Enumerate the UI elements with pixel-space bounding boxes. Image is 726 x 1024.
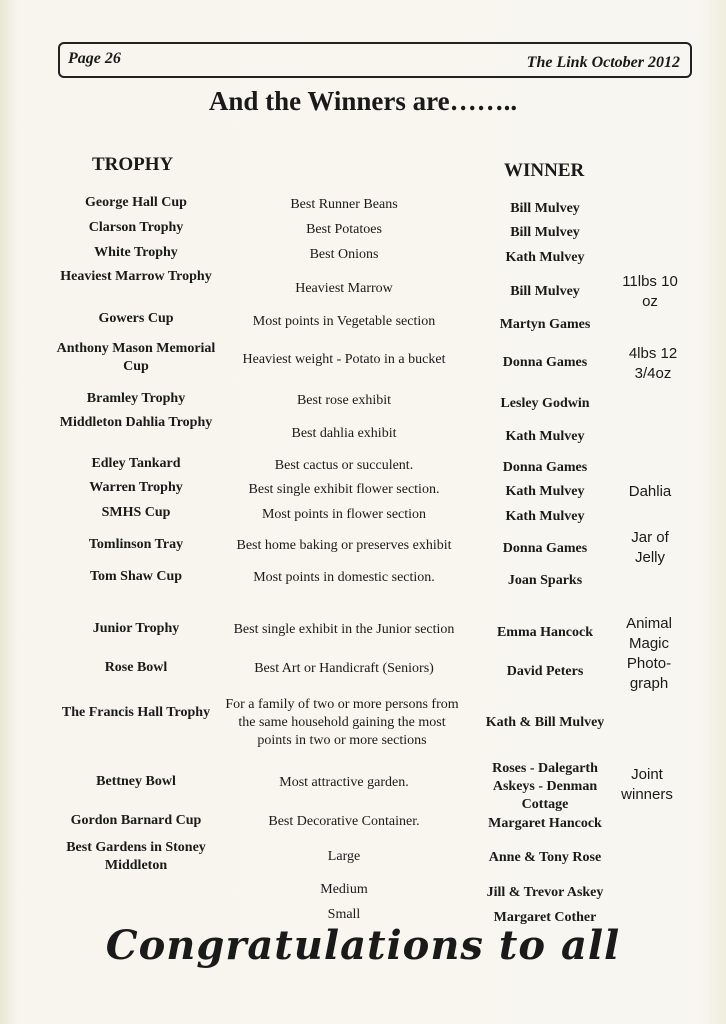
trophy-name: Bramley Trophy bbox=[86, 391, 186, 406]
winner-name: Joan Sparks bbox=[507, 573, 583, 588]
winner-column-header: WINNER bbox=[504, 160, 585, 181]
trophy-name: Tomlinson Tray bbox=[88, 537, 184, 552]
category: Heaviest weight - Potato in a bucket bbox=[242, 352, 446, 367]
trophy-name: Rose Bowl bbox=[104, 660, 168, 675]
trophy-name: Middleton Dahlia Trophy bbox=[59, 415, 213, 430]
trophy-name: Warren Trophy bbox=[89, 480, 183, 495]
category: Best Onions bbox=[309, 247, 379, 262]
trophy-name: Best Gardens in Stoney Middleton bbox=[66, 840, 206, 873]
category: Most points in flower section bbox=[261, 507, 427, 522]
note: Dahlia bbox=[628, 483, 672, 500]
category: Best dahlia exhibit bbox=[291, 426, 397, 441]
trophy-name: Junior Trophy bbox=[92, 621, 180, 636]
category: Most attractive garden. bbox=[279, 775, 409, 790]
page-number: Page 26 bbox=[68, 50, 121, 67]
winner-name: Jill & Trevor Askey bbox=[486, 885, 604, 900]
category: Best Runner Beans bbox=[290, 197, 398, 212]
trophy-name: Bettney Bowl bbox=[96, 774, 176, 789]
note: 4lbs 12 3/4oz bbox=[628, 345, 678, 382]
trophy-column-header: TROPHY bbox=[92, 154, 174, 175]
category: Heaviest Marrow bbox=[295, 281, 393, 296]
category: Most points in Vegetable section bbox=[252, 314, 436, 329]
congratulations-banner: Congratulations to all bbox=[105, 922, 621, 969]
note: Joint winners bbox=[621, 766, 673, 803]
winner-name: Kath Mulvey bbox=[505, 429, 585, 444]
category: Medium bbox=[320, 882, 368, 897]
winner-name: Kath Mulvey bbox=[505, 509, 585, 524]
category: Large bbox=[327, 849, 361, 864]
category: Best cactus or succulent. bbox=[274, 458, 414, 473]
winner-name: Roses - Dalegarth Askeys - Denman Cottage bbox=[492, 761, 598, 812]
page-header bbox=[58, 42, 692, 78]
winner-name: Anne & Tony Rose bbox=[488, 850, 602, 865]
trophy-name: Edley Tankard bbox=[91, 456, 181, 471]
winner-name: Bill Mulvey bbox=[510, 225, 580, 240]
category: Most points in domestic section. bbox=[253, 570, 435, 585]
winner-name: Margaret Cother bbox=[493, 910, 597, 925]
page-title: And the Winners are…….. bbox=[208, 86, 518, 116]
note: 11lbs 10 oz bbox=[622, 273, 678, 310]
category: Small bbox=[327, 907, 361, 922]
note: Jar of Jelly bbox=[631, 529, 669, 566]
winner-name: David Peters bbox=[506, 664, 584, 679]
note: Animal Magic Photo-graph bbox=[626, 615, 672, 692]
category: Best rose exhibit bbox=[296, 393, 392, 408]
winner-name: Bill Mulvey bbox=[510, 284, 580, 299]
category: Best single exhibit flower section. bbox=[248, 482, 440, 497]
trophy-name: SMHS Cup bbox=[101, 505, 171, 520]
winner-name: Kath & Bill Mulvey bbox=[485, 715, 605, 730]
trophy-name: Gowers Cup bbox=[98, 311, 174, 326]
trophy-name: George Hall Cup bbox=[85, 195, 187, 210]
trophy-name: Heaviest Marrow Trophy bbox=[60, 269, 212, 284]
winner-name: Bill Mulvey bbox=[510, 201, 580, 216]
winner-name: Margaret Hancock bbox=[488, 816, 602, 831]
winner-name: Donna Games bbox=[502, 460, 588, 475]
trophy-name: Clarson Trophy bbox=[88, 220, 184, 235]
category: Best Art or Handicraft (Seniors) bbox=[254, 661, 434, 676]
winner-name: Donna Games bbox=[502, 541, 588, 556]
trophy-name: Anthony Mason Memorial Cup bbox=[56, 341, 216, 374]
trophy-name: Tom Shaw Cup bbox=[89, 569, 183, 584]
category: Best home baking or preserves exhibit bbox=[236, 538, 452, 553]
winner-name: Emma Hancock bbox=[496, 625, 594, 640]
trophy-name: The Francis Hall Trophy bbox=[61, 705, 211, 720]
winner-name: Donna Games bbox=[502, 355, 588, 370]
category: For a family of two or more persons from the same household gaining the most points in two or more sections bbox=[225, 697, 459, 748]
trophy-name: White Trophy bbox=[94, 245, 178, 260]
trophy-name: Gordon Barnard Cup bbox=[70, 813, 202, 828]
winner-name: Kath Mulvey bbox=[505, 250, 585, 265]
winner-name: Lesley Godwin bbox=[500, 396, 590, 411]
category: Best single exhibit in the Junior section bbox=[233, 622, 455, 637]
winner-name: Kath Mulvey bbox=[505, 484, 585, 499]
category: Best Potatoes bbox=[306, 222, 382, 237]
winner-name: Martyn Games bbox=[499, 317, 591, 332]
category: Best Decorative Container. bbox=[268, 814, 420, 829]
magazine-issue: The Link October 2012 bbox=[526, 54, 680, 71]
